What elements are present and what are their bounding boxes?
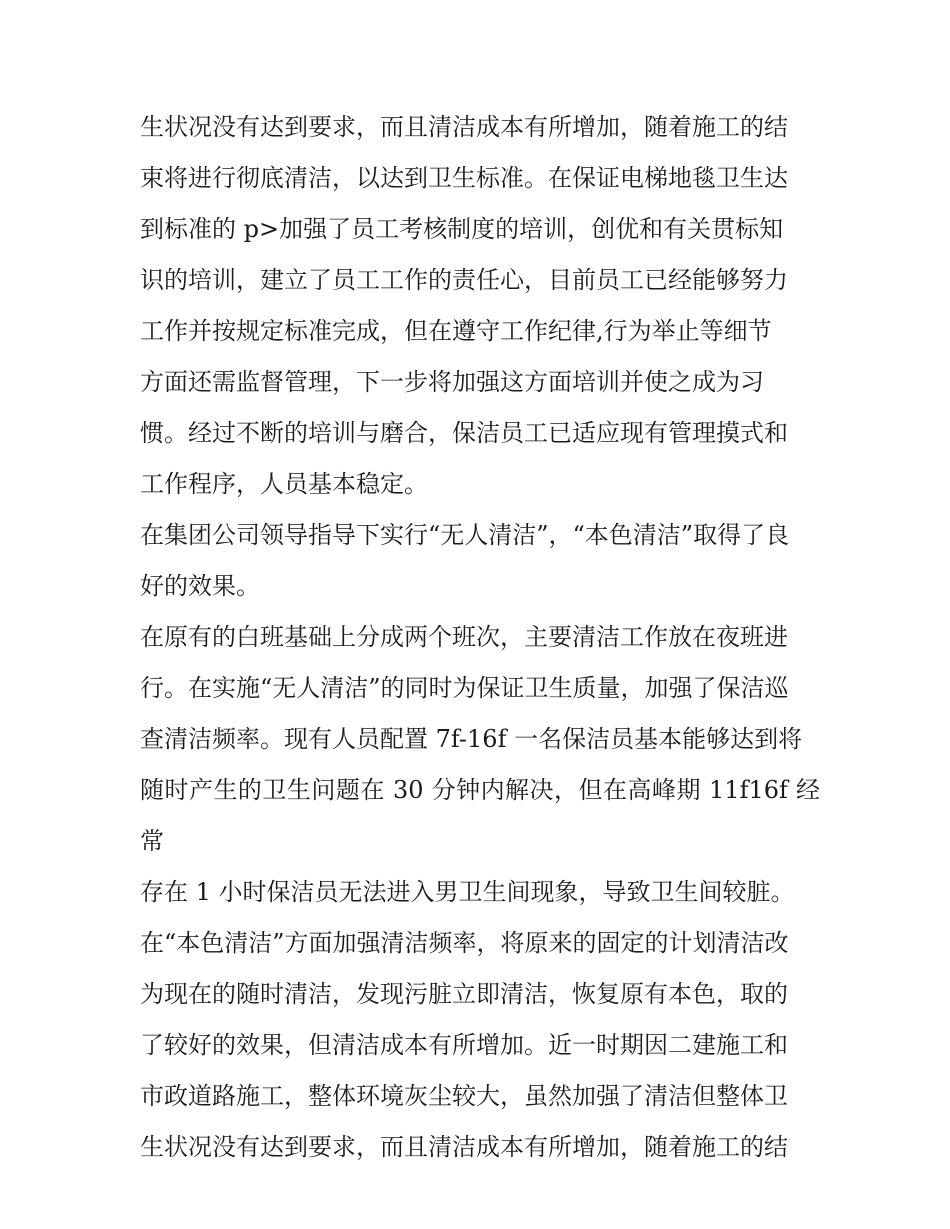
paragraph-4: 在“本色清洁”方面加强清洁频率，将原来的固定的计划清洁改 为现在的随时清洁，发现污脏立即清洁，恢复原有本色，取的 了较好的效果，但清洁成本有所增加。近一时期因二建施工和 市政道路施工，整体环境灰尘较大，虽然加强了清洁但整体卫 生状况没有达到要求，而且清洁成本有所增加，随着施工的结 [140, 929, 789, 1161]
paragraph-2: 在集团公司领导指导下实行“无人清洁”，“本色清洁”取得了良 好的效果。 [140, 521, 790, 600]
paragraph-3: 在原有的白班基础上分成两个班次，主要清洁工作放在夜班进 行。在实施“无人清洁”的同时为保证卫生质量，加强了保洁巡 查清洁频率。现有人员配置 7f-16f 一名保洁员基本能够达到将 随时产生的卫生问题在 30 分钟内解决，但在高峰期 11f16f 经常 存在 1 小时保洁员无法进入男卫生间现象，导致卫生间较脏。 [140, 623, 820, 906]
paragraph-1: 生状况没有达到要求，而且清洁成本有所增加，随着施工的结 束将进行彻底清洁，以达到卫生标准。在保证电梯地毯卫生达 到标准的 p>加强了员工考核制度的培训，创优和有关贯标知 识的培训，建立了员工工作的责任心，目前员工已经能够努力 工作并按规定标准完成，但在遵守工作纪律,行为举止等细节 方面还需监督管理，下一步将加强这方面培训并使之成为习 惯。经过不断的培训与磨合，保洁员工已适应现有管理摸式和 工作程序，人员基本稳定。 [140, 113, 788, 498]
document-body [140, 102, 820, 1173]
